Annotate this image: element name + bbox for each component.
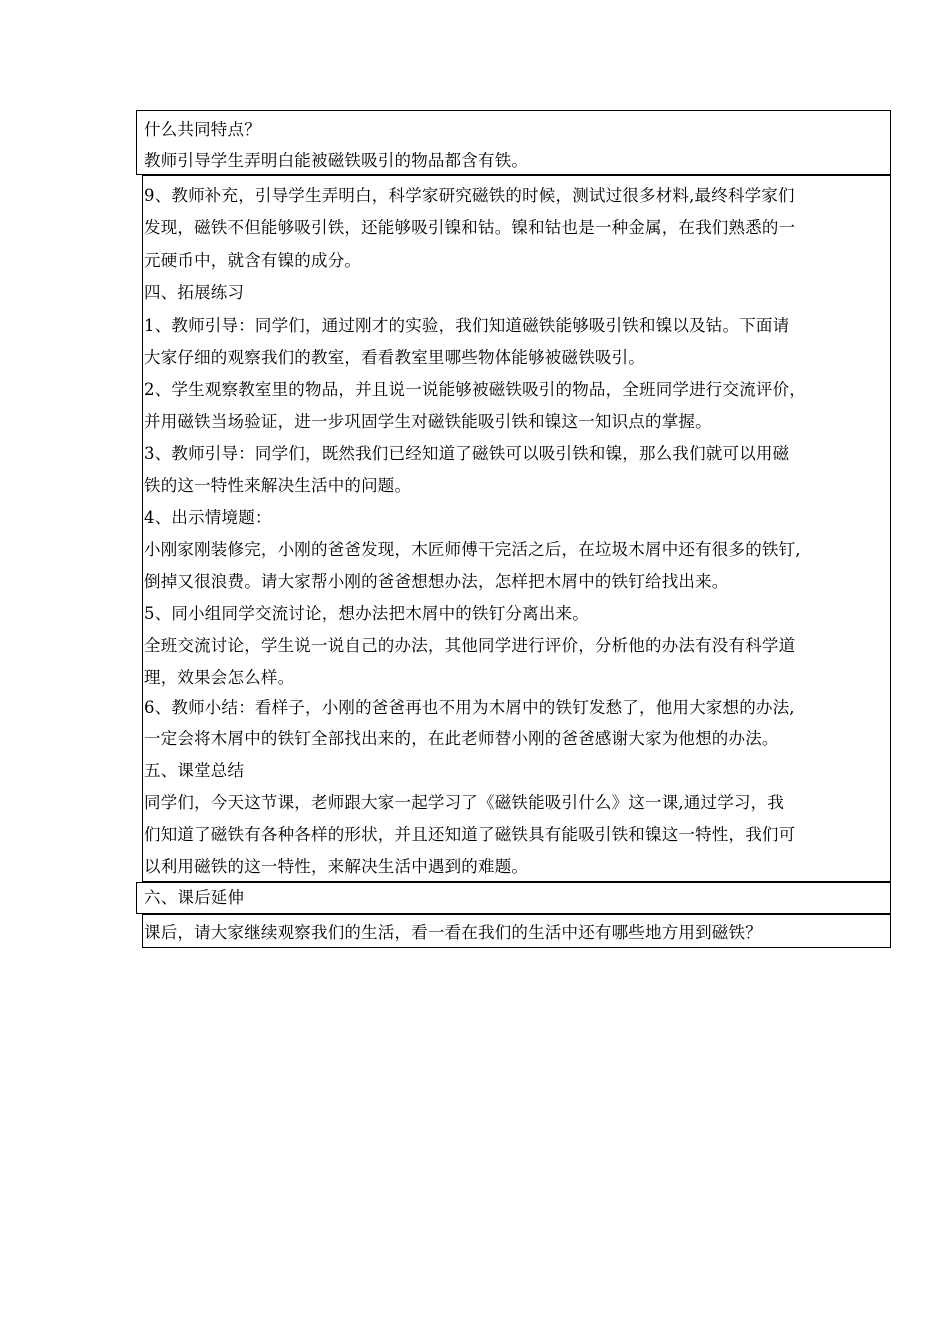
text-line: 小刚家刚装修完，小刚的爸爸发现，木匠师傅干完活之后，在垃圾木屑中还有很多的铁钉,	[144, 540, 801, 559]
text-line: 5、同小组同学交流讨论，想办法把木屑中的铁钉分离出来。	[144, 604, 589, 623]
text-line: 理，效果会怎么样。	[144, 668, 295, 687]
text-line: 倒掉又很浪费。请大家帮小刚的爸爸想想办法，怎样把木屑中的铁钉给找出来。	[144, 572, 729, 591]
text-line: 们知道了磁铁有各种各样的形状，并且还知道了磁铁具有能吸引铁和镍这一特性，我们可	[144, 825, 796, 844]
text-line: 以利用磁铁的这一特性，来解决生活中遇到的难题。	[144, 857, 529, 876]
text-line: 同学们，今天这节课，老师跟大家一起学习了《磁铁能吸引什么》这一课,通过学习，我	[144, 793, 785, 812]
text-line: 一定会将木屑中的铁钉全部找出来的，在此老师替小刚的爸爸感谢大家为他想的办法。	[144, 729, 779, 748]
text-line: 发现，磁铁不但能够吸引铁，还能够吸引镍和钴。镍和钴也是一种金属，在我们熟悉的一	[144, 218, 796, 237]
text-line: 元硬币中，就含有镍的成分。	[144, 251, 362, 270]
text-line: 2、学生观察教室里的物品，并且说一说能够被磁铁吸引的物品，全班同学进行交流评价，	[144, 380, 806, 399]
text-line: 全班交流讨论，学生说一说自己的办法，其他同学进行评价，分析他的办法有没有科学道	[144, 636, 796, 655]
text-line: 1、教师引导：同学们，通过刚才的实验，我们知道磁铁能够吸引铁和镍以及钴。下面请	[144, 316, 790, 335]
table-cell-main	[142, 175, 891, 882]
section-heading: 四、拓展练习	[144, 283, 245, 302]
section-heading: 五、课堂总结	[144, 761, 245, 780]
text-line: 并用磁铁当场验证，进一步巩固学生对磁铁能吸引铁和镍这一知识点的掌握。	[144, 412, 712, 431]
text-line: 铁的这一特性来解决生活中的问题。	[144, 476, 412, 495]
text-line: 4、出示情境题：	[144, 508, 272, 527]
text-line: 9、教师补充，引导学生弄明白，科学家研究磁铁的时候，测试过很多材料,最终科学家们	[144, 186, 795, 205]
text-line: 课后，请大家继续观察我们的生活，看一看在我们的生活中还有哪些地方用到磁铁？	[144, 923, 762, 942]
text-line: 6、教师小结：看样子，小刚的爸爸再也不用为木屑中的铁钉发愁了，他用大家想的办法,	[144, 698, 795, 717]
text-line: 什么共同特点？	[144, 120, 261, 139]
table-cell-heading	[136, 882, 891, 914]
text-line: 教师引导学生弄明白能被磁铁吸引的物品都含有铁。	[144, 151, 529, 170]
text-line: 3、教师引导：同学们，既然我们已经知道了磁铁可以吸引铁和镍，那么我们就可以用磁	[144, 444, 790, 463]
section-heading: 六、课后延伸	[144, 888, 245, 907]
text-line: 大家仔细的观察我们的教室，看看教室里哪些物体能够被磁铁吸引。	[144, 348, 645, 367]
